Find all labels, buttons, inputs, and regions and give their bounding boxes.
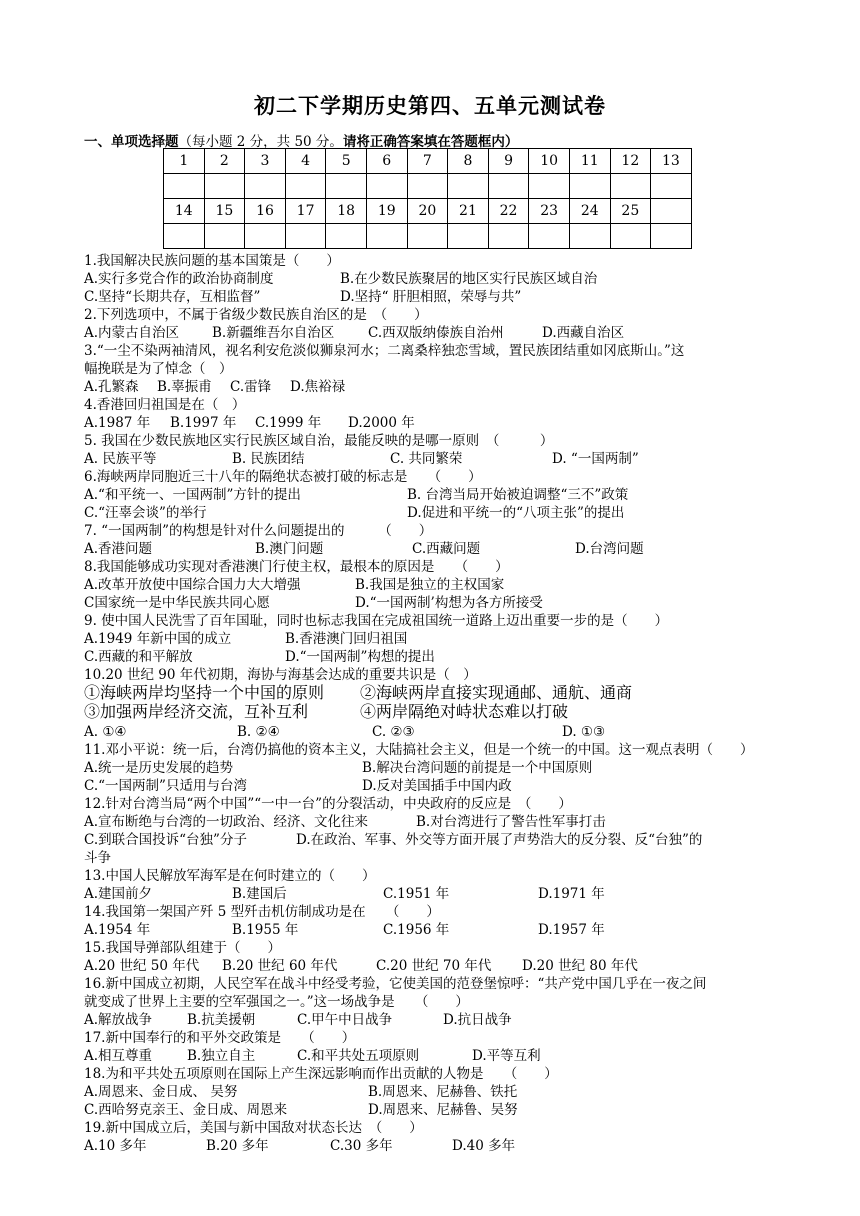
answer-cell[interactable]: [448, 174, 489, 199]
answer-cell[interactable]: [529, 174, 570, 199]
answer-cell[interactable]: [204, 224, 245, 249]
answer-cell[interactable]: [164, 174, 205, 199]
question-stem: 14.我国第一架国产歼 5 型歼击机仿制成功是在 （ ）: [84, 904, 440, 920]
answer-grid-header-row-1: [164, 149, 692, 174]
option: B.建国后: [232, 886, 287, 902]
answer-cell[interactable]: [245, 224, 286, 249]
option: C.1956 年: [383, 922, 450, 938]
question-stem: 17.新中国奉行的和平外交政策是 （ ）: [84, 1030, 356, 1046]
option: A.建国前夕: [84, 886, 153, 902]
question-stem: 6.海峡两岸同胞近三十八年的隔绝状态被打破的标志是 （ ）: [84, 469, 482, 485]
answer-number: 23: [529, 199, 570, 224]
answer-cell[interactable]: [285, 174, 326, 199]
answer-grid-input-row-2[interactable]: [164, 224, 692, 249]
option: A.孔繁森: [84, 379, 139, 395]
answer-number: 22: [488, 199, 529, 224]
option: A. 民族平等: [84, 451, 157, 467]
option: D. ①③: [562, 724, 606, 740]
answer-cell[interactable]: [569, 224, 610, 249]
question-stem: 9. 使中国人民洗雪了百年国耻，同时也标志我国在完成祖国统一道路上迈出重要一步的是（ ）: [84, 613, 669, 629]
option: D.反对美国插手中国内政: [362, 778, 512, 794]
question-stem: 4.香港回归祖国是在（ ）: [84, 397, 246, 413]
option: C.西哈努克亲王、金日成、周恩来: [84, 1102, 288, 1118]
option: B.1955 年: [232, 922, 299, 938]
option: B.澳门问题: [255, 541, 324, 557]
answer-number: 5: [326, 149, 367, 174]
question-stem: 19.新中国成立后，美国与新中国敌对状态长达 （ ）: [84, 1120, 423, 1136]
option: D.“一国两制”构想的提出: [285, 649, 435, 665]
option: C. ②③: [372, 724, 415, 740]
option: D.40 多年: [452, 1138, 516, 1154]
answer-cell[interactable]: [164, 224, 205, 249]
option: C. 共同繁荣: [390, 451, 463, 467]
answer-cell[interactable]: [488, 174, 529, 199]
option: B.抗美援朝: [187, 1012, 256, 1028]
option: B.周恩来、尼赫鲁、铁托: [368, 1084, 518, 1100]
option: C.1951 年: [383, 886, 450, 902]
option-cont: 斗争: [84, 850, 111, 866]
question-stem-cont: 幅挽联是为了悼念（ ）: [84, 361, 233, 377]
answer-cell[interactable]: [529, 224, 570, 249]
option: C.和平共处五项原则: [297, 1048, 420, 1064]
question-stem: 8.我国能够成功实现对香港澳门行使主权，最根本的原因是 （ ）: [84, 559, 509, 575]
option: C.20 世纪 70 年代: [376, 958, 492, 974]
answer-number: 12: [610, 149, 651, 174]
answer-cell[interactable]: [407, 174, 448, 199]
answer-cell[interactable]: [245, 174, 286, 199]
option: A. ①④: [84, 724, 127, 740]
option: C.1999 年: [255, 415, 322, 431]
answer-cell[interactable]: [488, 224, 529, 249]
option: D.促进和平统一的“八项主张”的提出: [407, 505, 625, 521]
option: D. “一国两制”: [552, 451, 639, 467]
option: B.对台湾进行了警告性军事打击: [416, 814, 606, 830]
option: D.20 世纪 80 年代: [522, 958, 638, 974]
option: D.焦裕禄: [290, 379, 346, 395]
option: C.到联合国投诉“台独”分子: [84, 832, 247, 848]
question-stem: 12.针对台湾当局“两个中国”“一中一台”的分裂活动，中央政府的反应是 （ ）: [84, 796, 572, 812]
section-note: （每小题 2 分，共 50 分。: [178, 134, 343, 150]
section-note-bold: 请将正确答案填在答题框内）: [342, 134, 519, 150]
option: B.20 多年: [206, 1138, 269, 1154]
answer-number: 1: [164, 149, 205, 174]
answer-cell[interactable]: [204, 174, 245, 199]
answer-number: 14: [164, 199, 205, 224]
question-stem: 5. 我国在少数民族地区实行民族区域自治，最能反映的是哪一原则 （ ）: [84, 433, 554, 449]
answer-number: 25: [610, 199, 651, 224]
option: C.西藏的和平解放: [84, 649, 193, 665]
option: A.“和平统一、一国两制”方针的提出: [84, 487, 301, 503]
answer-number: 3: [245, 149, 286, 174]
question-stem: 16.新中国成立初期，人民空军在战斗中经受考验，它使美国的范登堡惊呼：“共产党中国几乎在一夜之间: [84, 976, 707, 992]
answer-number: 16: [245, 199, 286, 224]
statement-item: ③加强两岸经济交流，互补互利: [84, 702, 309, 721]
answer-cell[interactable]: [326, 174, 367, 199]
option: B. 台湾当局开始被迫调整“三不”政策: [407, 487, 629, 503]
option: A.相互尊重: [84, 1048, 153, 1064]
question-stem: 13.中国人民解放军海军是在何时建立的（ ）: [84, 868, 376, 884]
option: D.抗日战争: [443, 1012, 512, 1028]
option: A.20 世纪 50 年代: [84, 958, 200, 974]
option: B.在少数民族聚居的地区实行民族区域自治: [340, 271, 598, 287]
option: B.解决台湾问题的前提是一个中国原则: [362, 760, 593, 776]
option: C.西藏问题: [412, 541, 481, 557]
option: A.1949 年新中国的成立: [84, 631, 232, 647]
option: A.统一是历史发展的趋势: [84, 760, 234, 776]
option: B.我国是独立的主权国家: [355, 577, 505, 593]
answer-number: [651, 199, 692, 224]
option: C.30 多年: [330, 1138, 393, 1154]
option: D.平等互利: [472, 1048, 541, 1064]
option: D.西藏自治区: [542, 325, 625, 341]
option: C国家统一是中华民族共同心愿: [84, 595, 270, 611]
answer-number: 18: [326, 199, 367, 224]
answer-grid: [163, 148, 692, 249]
option: D.在政治、军事、外交等方面开展了声势浩大的反分裂、反“台独”的: [296, 832, 703, 848]
option: A.改革开放使中国综合国力大大增强: [84, 577, 301, 593]
page-title: 初二下学期历史第四、五单元测试卷: [254, 93, 606, 118]
option: D.1971 年: [538, 886, 605, 902]
answer-number: 6: [366, 149, 407, 174]
option: B.20 世纪 60 年代: [222, 958, 338, 974]
option: D.坚持“ 肝胆相照，荣辱与共”: [340, 289, 522, 305]
statement-item: ①海峡两岸均坚持一个中国的原则: [84, 683, 325, 702]
answer-number: 17: [285, 199, 326, 224]
answer-cell[interactable]: [610, 174, 651, 199]
option: C.“一国两制”只适用与台湾: [84, 778, 247, 794]
answer-number: 2: [204, 149, 245, 174]
option: A.香港问题: [84, 541, 153, 557]
option: A.内蒙古自治区: [84, 325, 180, 341]
question-stem: 18.为和平共处五项原则在国际上产生深远影响而作出贡献的人物是 （ ）: [84, 1066, 558, 1082]
answer-number: 4: [285, 149, 326, 174]
answer-number: 20: [407, 199, 448, 224]
answer-cell[interactable]: [610, 224, 651, 249]
question-stem: 11.邓小平说：统一后，台湾仍搞他的资本主义，大陆搞社会主义，但是一个统一的中国。这一观点表明（ ）: [84, 742, 754, 758]
answer-number: 24: [569, 199, 610, 224]
section-heading: [84, 130, 518, 150]
option: B.辜振甫: [157, 379, 212, 395]
answer-number: 8: [448, 149, 489, 174]
option: A.解放战争: [84, 1012, 153, 1028]
statement-item: ②海峡两岸直接实现通邮、通航、通商: [360, 683, 633, 702]
option: A.周恩来、金日成、 吴努: [84, 1084, 238, 1100]
answer-number: 10: [529, 149, 570, 174]
option: D.“一国两制’构想为各方所接受: [355, 595, 543, 611]
option: C.雷锋: [230, 379, 272, 395]
option: A.1954 年: [84, 922, 151, 938]
answer-cell[interactable]: [651, 224, 692, 249]
option: A.1987 年: [84, 415, 151, 431]
answer-cell[interactable]: [326, 224, 367, 249]
question-stem: 3.“一尘不染两袖清风，视名利安危淡似狮泉河水；二离桑梓独恋雪域，置民族团结重如冈底斯山。”这: [84, 343, 685, 359]
answer-cell[interactable]: [407, 224, 448, 249]
option: D.周恩来、尼赫鲁、吴努: [368, 1102, 518, 1118]
answer-number: 21: [448, 199, 489, 224]
option: B.香港澳门回归祖国: [285, 631, 408, 647]
option: D.台湾问题: [575, 541, 644, 557]
option: A.10 多年: [84, 1138, 147, 1154]
option: A.宣布断绝与台湾的一切政治、经济、文化往来: [84, 814, 369, 830]
answer-number: 15: [204, 199, 245, 224]
answer-cell[interactable]: [651, 174, 692, 199]
option: B.新疆维吾尔自治区: [212, 325, 335, 341]
option: C.坚持“长期共存，互相监督”: [84, 289, 261, 305]
question-stem: 10.20 世纪 90 年代初期，海协与海基会达成的重要共识是（ ）: [84, 667, 477, 683]
option: C.“汪辜会谈”的举行: [84, 505, 207, 521]
question-stem: 1.我国解决民族问题的基本国策是（ ）: [84, 253, 340, 269]
question-stem: 7. “一国两制”的构想是针对什么问题提出的 （ ）: [84, 523, 433, 539]
option: C.甲午中日战争: [297, 1012, 393, 1028]
option: B.1997 年: [170, 415, 237, 431]
option: D.2000 年: [348, 415, 415, 431]
question-stem: 2.下列选项中，不属于省级少数民族自治区的是 （ ）: [84, 307, 428, 323]
option: A.实行多党合作的政治协商制度: [84, 271, 274, 287]
question-stem: 15.我国导弹部队组建于（ ）: [84, 940, 281, 956]
answer-cell[interactable]: [569, 174, 610, 199]
option: B. ②④: [237, 724, 280, 740]
answer-number: 19: [366, 199, 407, 224]
answer-cell[interactable]: [366, 224, 407, 249]
question-stem-cont: 就变成了世界上主要的空军强国之一。”这一场战争是 （ ）: [84, 994, 469, 1010]
option: D.1957 年: [538, 922, 605, 938]
answer-cell[interactable]: [448, 224, 489, 249]
answer-number: 9: [488, 149, 529, 174]
option: B.独立自主: [187, 1048, 256, 1064]
option: B. 民族团结: [232, 451, 305, 467]
answer-number: 11: [569, 149, 610, 174]
option: C.西双版纳傣族自治州: [368, 325, 504, 341]
statement-item: ④两岸隔绝对峙状态难以打破: [360, 702, 569, 721]
answer-cell[interactable]: [285, 224, 326, 249]
answer-grid-header-row-2: [164, 199, 692, 224]
answer-number: 7: [407, 149, 448, 174]
section-heading-label: 一、单项选择题: [84, 134, 179, 150]
answer-grid-input-row-1[interactable]: [164, 174, 692, 199]
answer-cell[interactable]: [366, 174, 407, 199]
answer-number: 13: [651, 149, 692, 174]
